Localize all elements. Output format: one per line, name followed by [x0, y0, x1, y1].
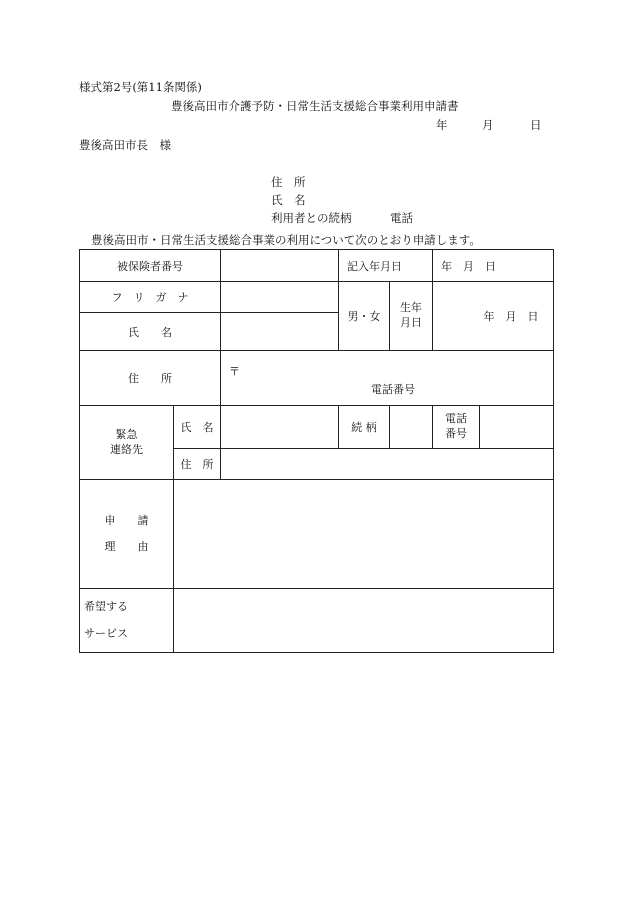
- date-month-label: 月: [482, 118, 494, 132]
- emergency-phone-line1: 電話: [445, 412, 467, 426]
- birthdate-label: [390, 282, 433, 351]
- emergency-contact-line1: 緊急: [115, 427, 138, 441]
- desired-service-line1: 希望する: [84, 600, 128, 614]
- phone-number-label: 電話番号: [371, 383, 415, 396]
- address-label: 住 所: [80, 351, 221, 406]
- application-reason-line2: 理 由: [104, 540, 149, 553]
- emergency-contact-line2: 連絡先: [110, 442, 143, 456]
- emergency-relation-label: 続 柄: [339, 406, 390, 449]
- emergency-phone-line2: 番号: [445, 427, 467, 440]
- emergency-name-field[interactable]: [221, 406, 339, 449]
- furigana-label: フ リ ガ ナ: [80, 282, 221, 313]
- desired-service-line2: サービス: [84, 626, 128, 640]
- birthdate-label-line2: 月日: [400, 316, 422, 329]
- furigana-field[interactable]: [221, 282, 339, 313]
- birthdate-label-line1: 生年: [400, 301, 422, 315]
- applicant-name-label: 氏 名: [271, 193, 306, 207]
- addressee: 豊後高田市長 様: [79, 138, 171, 152]
- applicant-address-label: 住 所: [271, 175, 306, 189]
- entry-date-field[interactable]: 年 月 日: [433, 250, 554, 282]
- emergency-phone-field[interactable]: [480, 406, 554, 449]
- name-field[interactable]: [221, 313, 339, 351]
- emergency-phone-label: [433, 406, 480, 449]
- applicant-relation-label: 利用者との続柄: [271, 211, 352, 225]
- entry-date-label: 記入年月日: [339, 250, 433, 282]
- address-field[interactable]: [221, 351, 554, 406]
- insured-number-field[interactable]: [221, 250, 339, 282]
- emergency-relation-field[interactable]: [390, 406, 433, 449]
- emergency-contact-label: [80, 406, 174, 480]
- form-number: 様式第2号(第11条関係): [79, 80, 202, 94]
- date-year-label: 年: [436, 118, 448, 132]
- application-reason-field[interactable]: [174, 480, 554, 589]
- form-title: 豊後高田市介護予防・日常生活支援総合事業利用申請書: [171, 99, 459, 113]
- postal-mark: 〒: [229, 365, 240, 378]
- emergency-address-label: 住 所: [174, 449, 221, 480]
- application-reason-line1: 申 請: [104, 513, 149, 527]
- desired-service-field[interactable]: [174, 589, 554, 653]
- application-form-table: [79, 249, 554, 653]
- application-reason-label: [80, 480, 174, 589]
- date-day-label: 日: [530, 118, 542, 132]
- applicant-phone-label: 電話: [390, 211, 413, 225]
- insured-number-label: 被保険者番号: [80, 250, 221, 282]
- birthdate-field[interactable]: 年 月 日: [433, 282, 554, 351]
- emergency-address-field[interactable]: [221, 449, 554, 480]
- desired-service-label: [80, 589, 174, 653]
- name-label: 氏 名: [80, 313, 221, 351]
- intro-text: 豊後高田市・日常生活支援総合事業の利用について次のとおり申請します。: [91, 233, 481, 247]
- gender-field[interactable]: 男・女: [339, 282, 390, 351]
- emergency-name-label: 氏 名: [174, 406, 221, 449]
